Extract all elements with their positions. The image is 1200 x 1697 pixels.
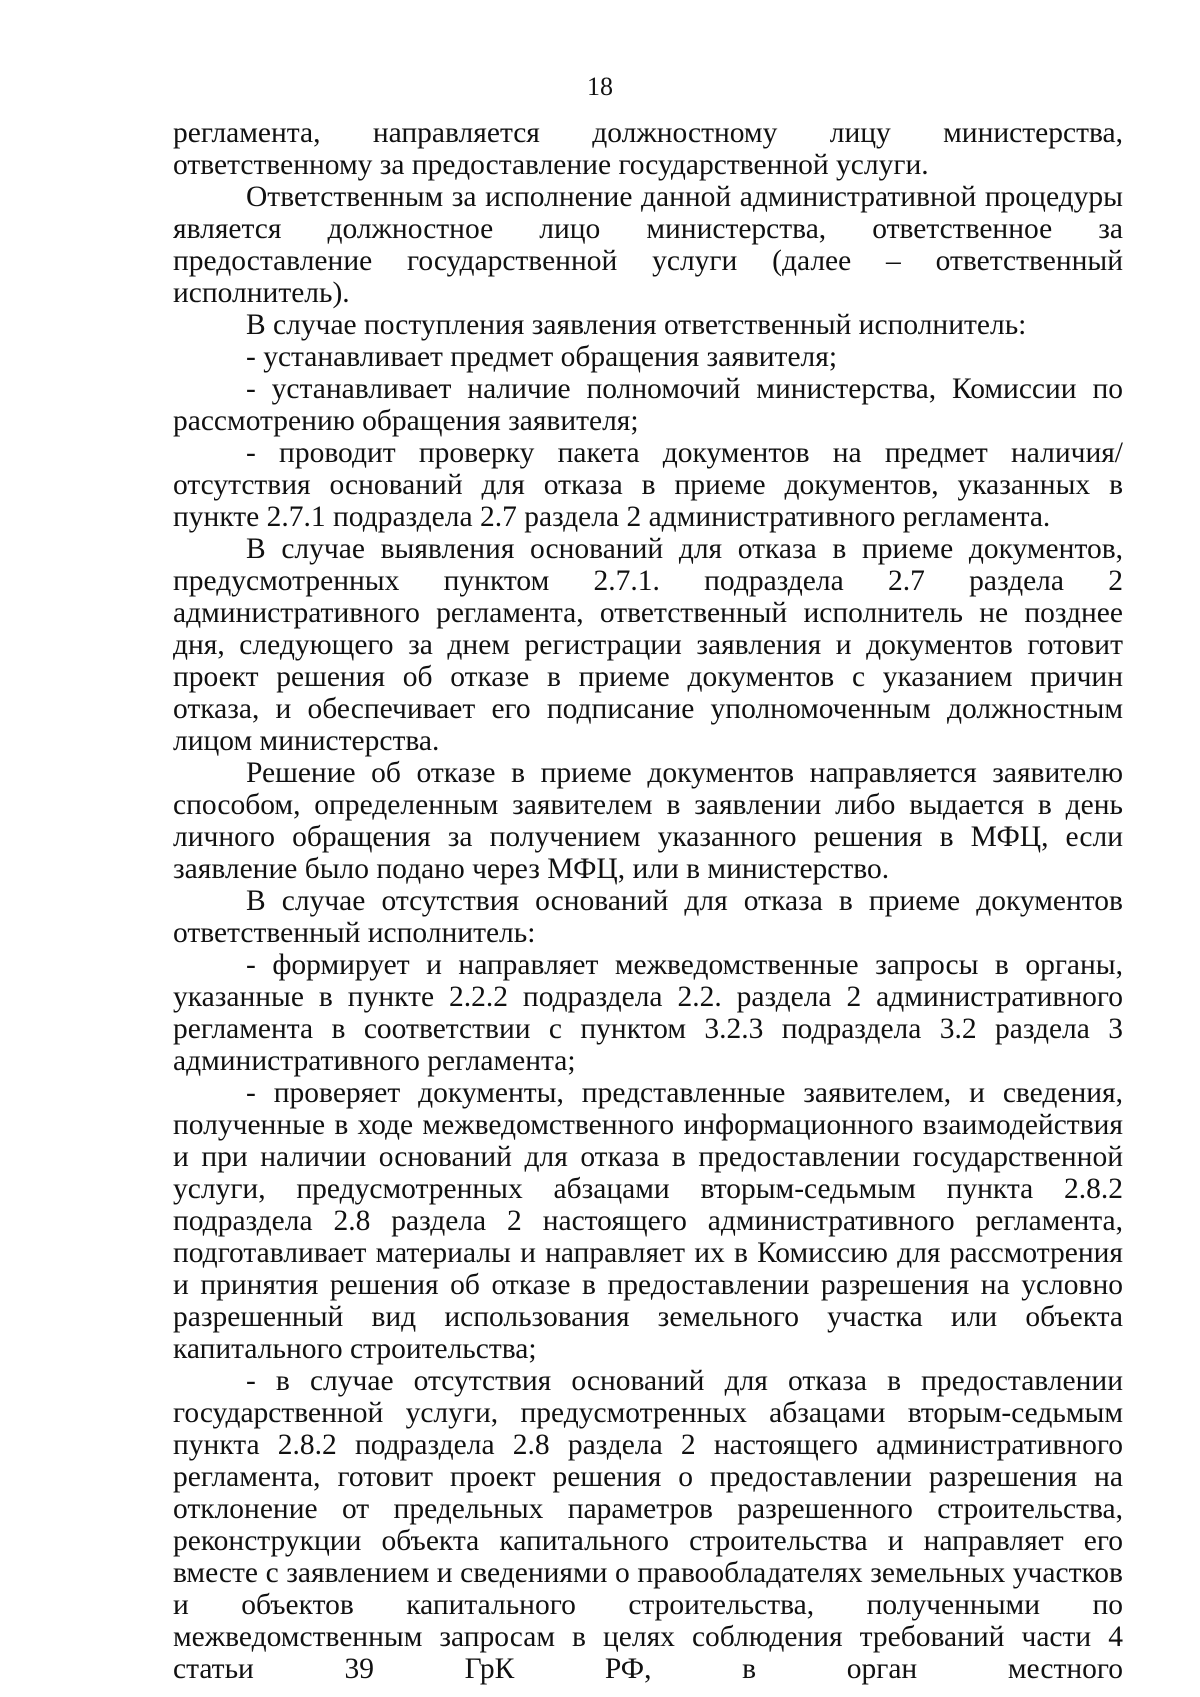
document-body bbox=[173, 117, 1123, 1685]
list-item-subject: - устанавливает предмет обращения заявителя; bbox=[246, 341, 838, 373]
paragraph-on-receipt: В случае поступления заявления ответственный исполнитель: bbox=[246, 309, 1027, 341]
paragraph-refusal-decision: Решение об отказе в приеме документов направляется заявителю способом, определенным заявителем в заявлении либо выдается в день личного обращения за получением указанного решения в МФЦ, если заявление было подано через МФЦ, или в министерство. bbox=[173, 757, 1123, 885]
paragraph-refusal-grounds: В случае выявления оснований для отказа в приеме документов, предусмотренных пунктом 2.7.1. подраздела 2.7 раздела 2 административного регламента, ответственный исполнитель не позднее дня, следующего за днем регистрации заявления и документов готовит проект решения об отказе в приеме документов с указанием причин отказа, и обеспечивает его подписание уполномоченным должностным лицом министерства. bbox=[173, 533, 1123, 757]
list-item-check-documents: - проводит проверку пакета документов на предмет наличия/отсутствия оснований для отказа в приеме документов, указанных в пункте 2.7.1 подраздела 2.7 раздела 2 административного регламента. bbox=[173, 437, 1123, 533]
list-item-interagency-requests: - формирует и направляет межведомственные запросы в органы, указанные в пункте 2.2.2 подраздела 2.2. раздела 2 административного регламента в соответствии с пунктом 3.2.3 подраздела 3.2 раздела 3 административного регламента; bbox=[173, 949, 1123, 1077]
paragraph-continuation: регламента, направляется должностному лицу министерства, ответственному за предоставление государственной услуги. bbox=[173, 117, 1123, 181]
list-item-prepare-decision: - в случае отсутствия оснований для отказа в предоставлении государственной услуги, предусмотренных абзацами вторым-седьмым пункта 2.8.2 подраздела 2.8 раздела 2 настоящего административного регламента, готовит проект решения о предоставлении разрешения на отклонение от предельных параметров разрешенного строительства, реконструкции объекта капитального строительства и направляет его вместе с заявлением и сведениями о правообладателях земельных участков и объектов капитального строительства, полученными по межведомственным запросам в целях соблюдения требований части 4 статьи 39 ГрК РФ, в орган местного bbox=[173, 1365, 1123, 1685]
list-item-verify-documents: - проверяет документы, представленные заявителем, и сведения, полученные в ходе межведомственного информационного взаимодействия и при наличии оснований для отказа в предоставлении государственной услуги, предусмотренных абзацами вторым-седьмым пункта 2.8.2 подраздела 2.8 раздела 2 настоящего административного регламента, подготавливает материалы и направляет их в Комиссию для рассмотрения и принятия решения об отказе в предоставлении разрешения на условно разрешенный вид использования земельного участка или объекта капитального строительства; bbox=[173, 1077, 1123, 1365]
paragraph-responsible-person: Ответственным за исполнение данной административной процедуры является должностное лицо министерства, ответственное за предоставление государственной услуги (далее – ответственный исполнитель). bbox=[173, 181, 1123, 309]
page-number: 18 bbox=[587, 72, 613, 101]
list-item-authority: - устанавливает наличие полномочий министерства, Комиссии по рассмотрению обращения заявителя; bbox=[173, 373, 1123, 437]
paragraph-no-refusal-grounds: В случае отсутствия оснований для отказа в приеме документов ответственный исполнитель: bbox=[173, 885, 1123, 949]
